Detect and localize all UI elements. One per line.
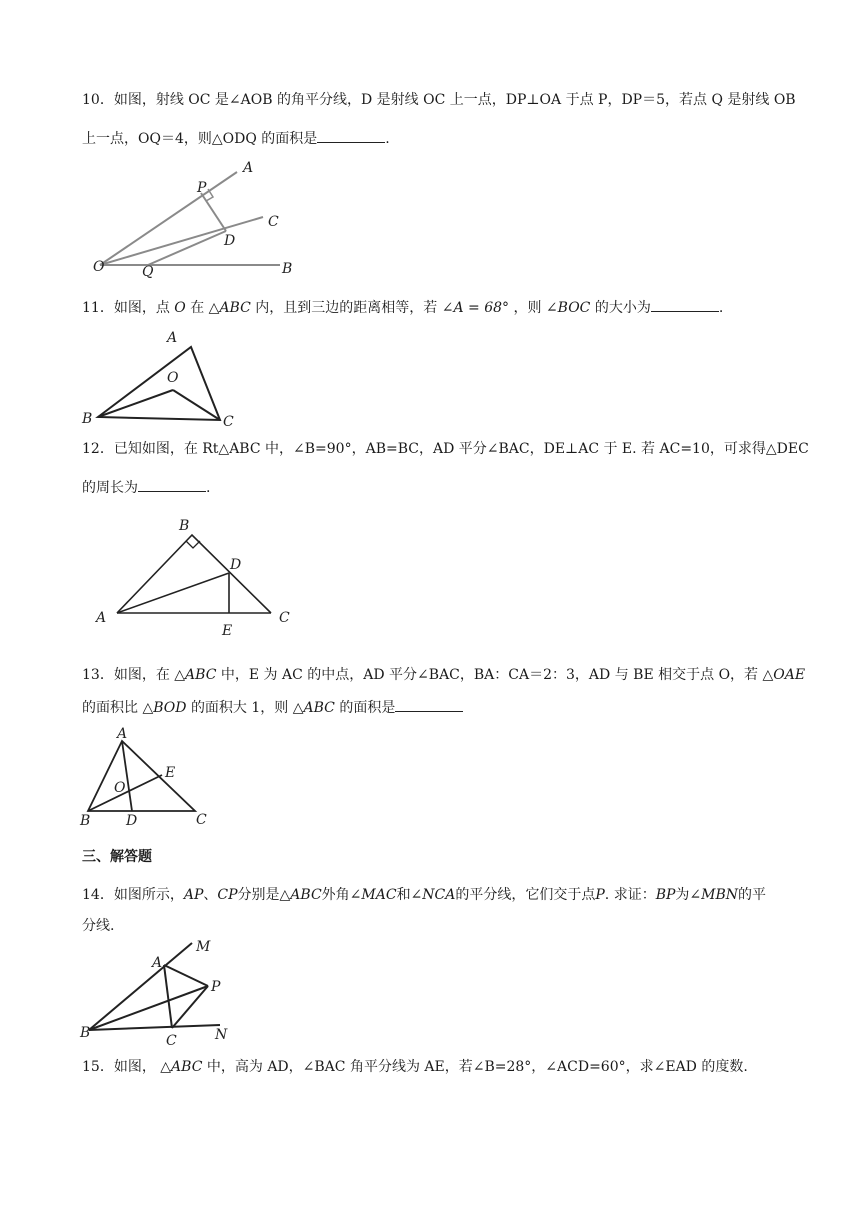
q12-line-1: 12．已知如图，在 Rt△ABC 中，∠B=90°，AB=BC，AD 平分∠BAC，DE⊥AC 于 E. 若 AC=10，可求得△DEC (82, 441, 809, 457)
q10-label-a: A (243, 160, 254, 176)
q13-label-c: C (196, 812, 207, 828)
q11-label-b: B (82, 411, 93, 427)
q11-line: 11．如图，点 O 在 △ABC 内，且到三边的距离相等，若 ∠A = 68° ，则 ∠BOC 的大小为 . (82, 297, 782, 317)
q10-label-q: Q (142, 264, 154, 280)
q14-label-b: B (80, 1025, 91, 1041)
q10-period: . (385, 131, 390, 147)
q10-label-c: C (268, 214, 279, 230)
q15-line: 15．如图， △ABC 中，高为 AD，∠BAC 角平分线为 AE，若∠B=28°，∠ACD=60°，求∠EAD 的度数. (82, 1059, 748, 1075)
q13-label-o: O (114, 780, 126, 796)
q10-text: 上一点，OQ＝4，则△ODQ 的面积是 (82, 131, 318, 147)
q11-figure (80, 322, 250, 432)
q13-answer-blank (395, 697, 463, 712)
q10-label-p: P (197, 180, 207, 196)
section-title: 三、解答题 (82, 849, 152, 865)
q12-answer-blank (138, 477, 206, 492)
q13-figure (80, 725, 220, 835)
q12-line-2: 的周长为 . (82, 477, 782, 497)
q10-figure (80, 155, 310, 280)
q14-line-2: 分线. (82, 918, 115, 934)
q11-answer-blank (651, 297, 719, 312)
q14-label-a: A (152, 955, 163, 971)
q14-label-c: C (166, 1033, 177, 1049)
q13-label-d: D (126, 813, 138, 829)
q14-label-m: M (196, 939, 211, 955)
q12-figure (90, 515, 305, 640)
q13-line-2: 的面积比 △BOD 的面积大 1，则 △ABC 的面积是 (82, 697, 782, 717)
q10-label-d: D (224, 233, 236, 249)
q13-line-1: 13．如图，在 △ABC 中，E 为 AC 的中点，AD 平分∠BAC，BA：CA＝2：3，AD 与 BE 相交于点 O，若 △OAE (82, 667, 806, 683)
q12-label-b: B (179, 518, 190, 534)
q10-label-b: B (282, 261, 293, 277)
q12-label-e: E (222, 623, 233, 639)
q11-label-a: A (167, 330, 178, 346)
q11-label-c: C (223, 414, 234, 430)
q14-label-p: P (211, 979, 221, 995)
q10-label-o: O (93, 259, 105, 275)
q14-line-1: 14．如图所示，AP、CP分别是△ABC外角∠MAC和∠NCA的平分线，它们交于点P. 求证：BP为∠MBN的平 (82, 887, 767, 903)
q12-label-a: A (96, 610, 107, 626)
q13-label-e: E (165, 765, 176, 781)
q14-figure (80, 938, 250, 1048)
q14-label-n: N (215, 1027, 228, 1043)
q11-label-o: O (167, 370, 179, 386)
q10-line-2 (82, 128, 782, 148)
q12-label-c: C (279, 610, 290, 626)
q13-label-a: A (117, 726, 128, 742)
q12-label-d: D (230, 557, 242, 573)
q13-label-b: B (80, 813, 91, 829)
q10-answer-blank (317, 128, 385, 143)
q10-line-1: 10．如图，射线 OC 是∠AOB 的角平分线，D 是射线 OC 上一点，DP⊥OA 于点 P，DP＝5，若点 Q 是射线 OB (82, 92, 796, 108)
